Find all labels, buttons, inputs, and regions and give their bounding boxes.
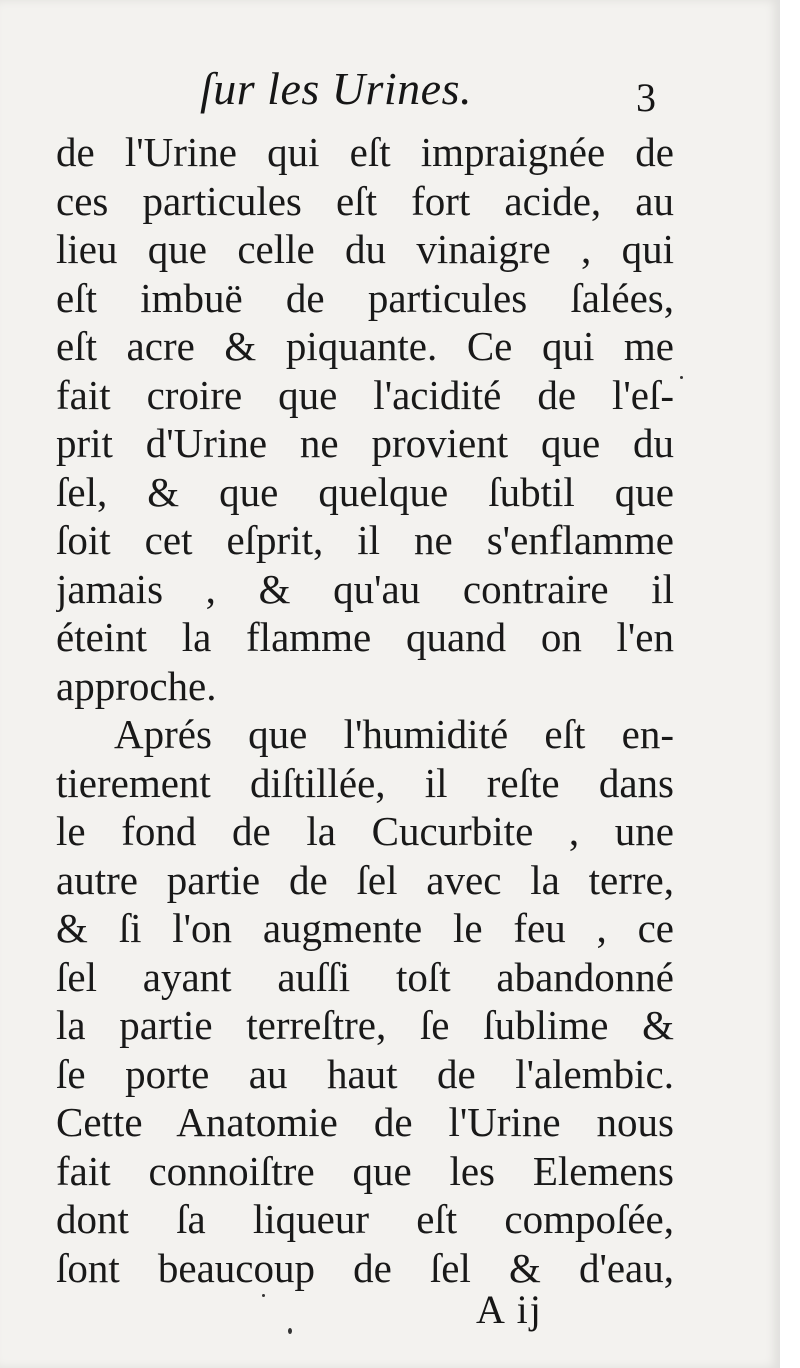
text-line: fait connoiſtre que les Elemens: [56, 1147, 674, 1194]
ink-speck: [680, 376, 683, 379]
text-line: ſe porte au haut de l'alembic.: [56, 1050, 674, 1097]
signature-mark: A ij: [476, 1287, 543, 1332]
text-line: la partie terreſtre, ſe ſublime &: [56, 1002, 674, 1048]
text-line: autre partie de ſel avec la terre,: [56, 856, 674, 903]
text-line: lieu que celle du vinaigre , qui: [56, 226, 674, 272]
text-line: ſoit cet eſprit, il ne s'enflamme: [56, 517, 674, 563]
running-title: ſur les Urines.: [200, 63, 472, 114]
ink-speck: [288, 1328, 292, 1334]
text-line: prit d'Urine ne provient que du: [56, 420, 674, 466]
text-line: ſont beaucoup de ſel & d'eau,: [56, 1244, 674, 1291]
text-line: ſel ayant auſſi toſt abandonné: [56, 953, 674, 1000]
text-line: jamais , & qu'au contraire il: [56, 565, 674, 612]
text-line: eſt acre & piquante. Ce qui me: [56, 323, 674, 369]
text-line: le fond de la Cucurbite , une: [56, 808, 674, 854]
text-line: fait croire que l'acidité de l'eſ-: [56, 371, 674, 418]
text-line: de l'Urine qui eſt impraignée de: [56, 129, 674, 175]
text-line: & ſi l'on augmente le feu , ce: [56, 905, 674, 951]
text-line: tierement diſtillée, il reſte dans: [56, 759, 674, 806]
text-line: ces particules eſt fort acide, au: [56, 177, 674, 224]
body-text: [56, 127, 674, 1291]
text-line: dont ſa liqueur eſt compoſée,: [56, 1196, 674, 1242]
text-line: ſel, & que quelque ſubtil que: [56, 468, 674, 515]
text-line: Aprés que l'humidité eſt en-: [114, 711, 674, 757]
text-line: approche.: [56, 662, 217, 709]
page-edge: [780, 0, 800, 1368]
ink-speck: [262, 1294, 265, 1297]
page-header: [0, 62, 780, 132]
text-line: Cette Anatomie de l'Urine nous: [56, 1099, 674, 1145]
text-line: éteint la flamme quand on l'en: [56, 614, 674, 660]
text-line: eſt imbuë de particules ſalées,: [56, 274, 674, 321]
page-number: 3: [636, 75, 656, 120]
